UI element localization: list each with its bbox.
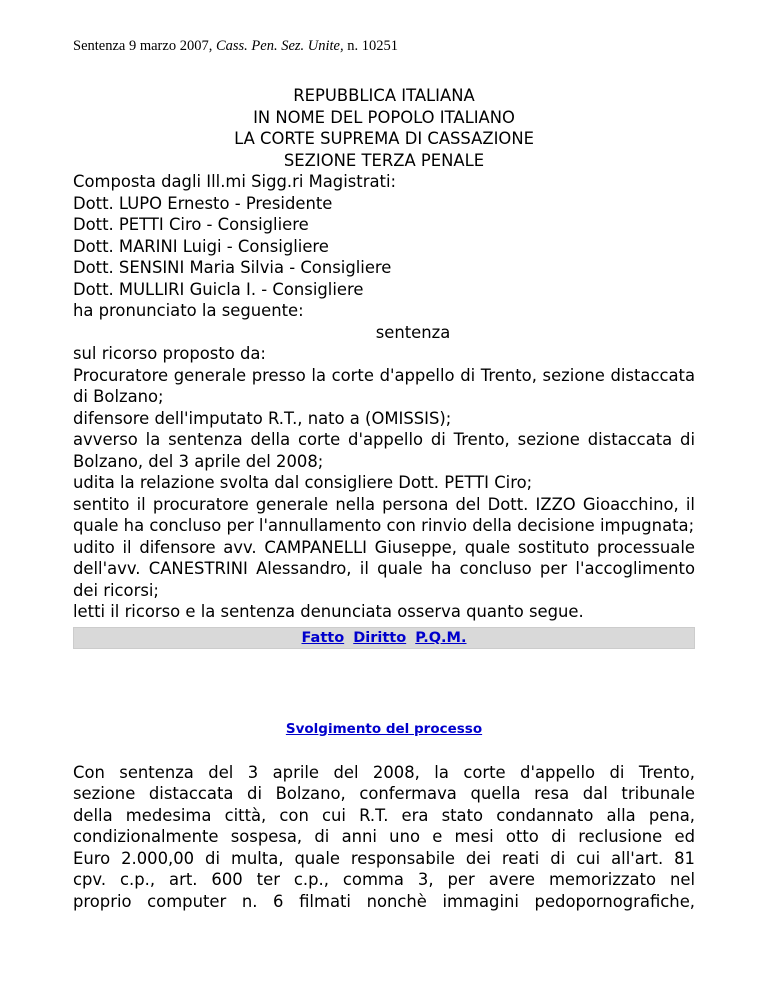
judge-item: Dott. SENSINI Maria Silvia - Consigliere xyxy=(73,258,392,277)
section-heading xyxy=(73,720,695,738)
heading-line: LA CORTE SUPREMA DI CASSAZIONE xyxy=(234,129,534,148)
judge-item: Dott. MULLIRI Guicla I. - Consigliere xyxy=(73,279,364,299)
difensore-text: difensore dell'imputato R.T., nato a (OMISSIS); xyxy=(73,408,452,428)
section-nav-bar xyxy=(73,627,695,649)
paragraph-line: condizionalmente sospesa, di anni uno e mesi otto di reclusione ed xyxy=(73,827,695,846)
nav-link-diritto[interactable]: Diritto xyxy=(353,629,407,646)
relazione-text: udita la relazione svolta dal consigliere Dott. PETTI Ciro; xyxy=(73,473,533,492)
letti-text: letti il ricorso e la sentenza denunciata osserva quanto segue. xyxy=(73,602,584,621)
judge-item: Dott. LUPO Ernesto - Presidente xyxy=(73,193,333,213)
paragraph-line: cpv. c.p., art. 600 ter c.p., comma 3, per avere memorizzato nel xyxy=(73,870,695,889)
header-number: n. 10251 xyxy=(343,38,398,54)
paragraph-line: della medesima città, con cui R.T. era stato condannato alla pena, xyxy=(73,805,695,825)
judge-item: Dott. MARINI Luigi - Consigliere xyxy=(73,236,329,256)
header-prefix: Sentenza 9 marzo 2007, xyxy=(73,38,216,54)
paragraph-line: sezione distaccata di Bolzano, confermava quella resa dal tribunale xyxy=(73,784,695,803)
heading-line: SEZIONE TERZA PENALE xyxy=(283,150,485,170)
paragraph-line: proprio computer n. 6 filmati nonchè immagini pedopornografiche, xyxy=(73,891,695,911)
procuratore-text: Procuratore generale presso la corte d'appello di Trento, sezione distaccata di Bolzano; xyxy=(73,365,695,406)
avverso-text: avverso la sentenza della corte d'appello di Trento, sezione distaccata di Bolzano, del 3 aprile del 2008; xyxy=(73,430,695,471)
pronounced-text: ha pronunciato la seguente: xyxy=(73,301,304,320)
nav-link-fatto[interactable]: Fatto xyxy=(301,629,345,646)
nav-link-pqm[interactable]: P.Q.M. xyxy=(415,629,467,646)
running-header xyxy=(73,38,398,55)
paragraph-line: Euro 2.000,00 di multa, quale responsabile dei reati di cui all'art. 81 xyxy=(73,848,695,868)
section-paragraph xyxy=(73,762,695,913)
document-body xyxy=(73,85,695,912)
sentenza-label: sentenza xyxy=(375,322,451,342)
paragraph-line: Con sentenza del 3 aprile del 2008, la corte d'appello di Trento, xyxy=(73,762,695,782)
judge-item: Dott. PETTI Ciro - Consigliere xyxy=(73,215,309,234)
ricorso-text: sul ricorso proposto da: xyxy=(73,344,266,363)
court-heading xyxy=(73,85,695,171)
udito-text: udito il difensore avv. CAMPANELLI Giuseppe, quale sostituto processuale dell'avv. CANESTRINI Alessandro, il quale ha concluso per l'accoglimento dei ricorsi; xyxy=(73,537,695,600)
header-court: Cass. Pen. Sez. Unite, xyxy=(215,38,344,54)
heading-line: REPUBBLICA ITALIANA xyxy=(293,86,475,105)
sentito-text: sentito il procuratore generale nella persona del Dott. IZZO Gioacchino, il quale ha concluso per l'annullamento con rinvio della decisione impugnata; xyxy=(73,494,695,535)
heading-line: IN NOME DEL POPOLO ITALIANO xyxy=(253,107,515,127)
panel-intro: Composta dagli Ill.mi Sigg.ri Magistrati: xyxy=(73,172,397,191)
section-title-link[interactable]: Svolgimento del processo xyxy=(285,720,483,737)
